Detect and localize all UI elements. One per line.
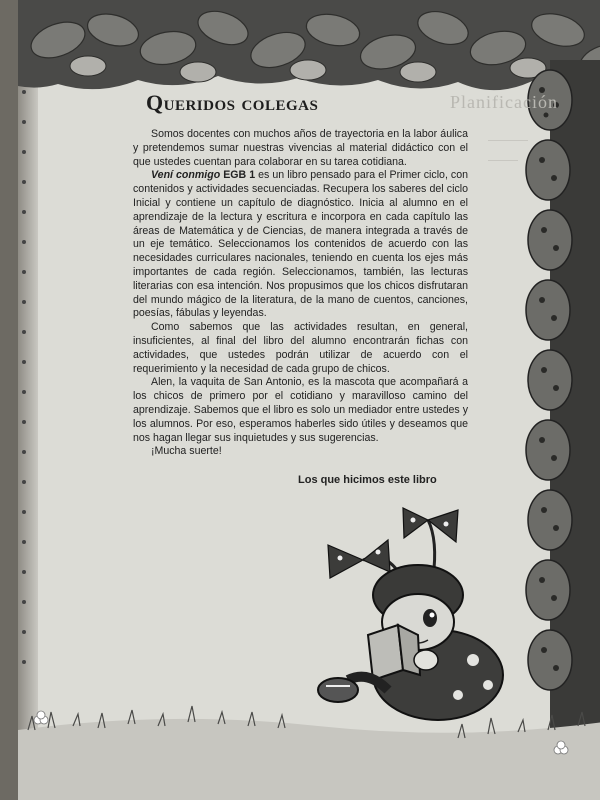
paragraph-5: ¡Mucha suerte!: [151, 445, 222, 458]
signature: Los que hicimos este libro: [298, 474, 437, 486]
ghost-line: [488, 160, 518, 161]
body-text: [133, 128, 468, 459]
ghost-line: [488, 140, 528, 141]
book-page: [18, 0, 600, 800]
paragraph-4: Alen, la vaquita de San Antonio, es la mascota que acompañará a los chicos de primero por el cotidiano y maravilloso camino del aprendizaje. Sabemos que el libro es solo un mediador entre ustedes y los alumnos. Por eso, esperamos haberles sido útiles y deseamos que nos hagan llegar sus inquietudes y sus sugerencias.: [133, 376, 468, 444]
paragraph-1: Somos docentes con muchos años de trayectoria en la labor áulica y pretendemos sumar nuestras vivencias al material didáctico con el que ustedes cuentan para colaborar en su tarea cotidiana.: [133, 128, 468, 168]
paragraph-2: [133, 169, 468, 321]
paragraph-3: Como sabemos que las actividades resultan, en general, insuficientes, al final del libro del alumno encontrarán fichas con actividades, que ustedes podrán utilizar de acuerdo con el requerimiento y la necesidad de cada grupo de chicos.: [133, 321, 468, 375]
spiral-binding: [18, 0, 38, 800]
ladybug-mascot-icon: [308, 500, 538, 730]
paragraph-2-text: es un libro pensado para el Primer ciclo, con contenidos y actividades secuenciadas. Recupera los saberes del ciclo Inicial y contiene un capítulo de diagnóstico. Inicia al alumno en el aprendizaje de la lectura y escritura e incorpora en cada capítulo las áreas de Matemática y de Ciencias, de manera integrada a través de un eje temático. Seleccionamos los contenidos de acuerdo con las necesidades curriculares nacionales, teniendo en cuenta los ejes más importantes de cada región. Seleccionamos, también, las lecturas literarias con esa intención. Nos propusimos que los chicos disfrutaran del mundo mágico de la literatura, de la mano de cuentos, canciones, poesías, fábulas y leyendas.: [133, 169, 469, 320]
book-level: EGB 1: [223, 169, 256, 182]
book-name: Vení conmigo: [151, 169, 221, 182]
ghost-title: Planificación: [450, 92, 558, 112]
page-title: Queridos colegas: [146, 90, 319, 115]
